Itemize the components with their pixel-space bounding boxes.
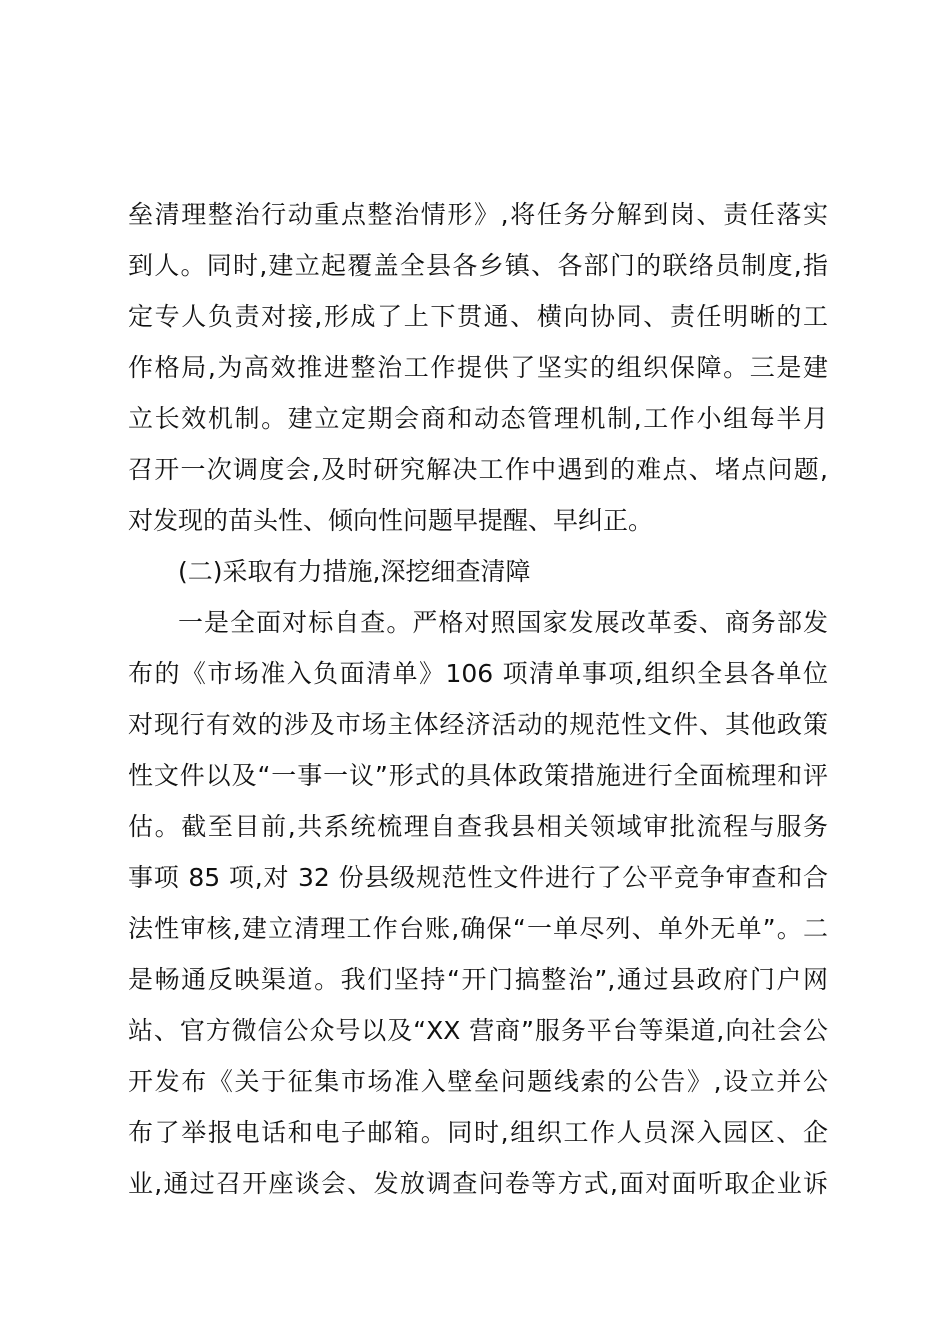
text-line-11: 对现行有效的涉及市场主体经济活动的规范性文件、其他政策 <box>128 710 828 739</box>
text-line-2: 到人。同时,建立起覆盖全县各乡镇、各部门的联络员制度,指 <box>128 251 828 280</box>
text-line-6: 召开一次调度会,及时研究解决工作中遇到的难点、堵点问题, <box>128 455 828 484</box>
text-line-10: 布的《市场准入负面清单》106 项清单事项,组织全县各单位 <box>128 659 828 688</box>
text-line-4: 作格局,为高效推进整治工作提供了坚实的组织保障。三是建 <box>128 353 828 382</box>
text-line-5: 立长效机制。建立定期会商和动态管理机制,工作小组每半月 <box>128 404 828 433</box>
text-line-7: 对发现的苗头性、倾向性问题早提醒、早纠正。 <box>128 506 654 535</box>
text-line-14: 事项 85 项,对 32 份县级规范性文件进行了公平竞争审查和合 <box>128 863 828 892</box>
section-heading: (二)采取有力措施,深挖细查清障 <box>178 557 531 586</box>
text-line-1: 垒清理整治行动重点整治情形》,将任务分解到岗、责任落实 <box>128 200 828 229</box>
text-line-13: 估。截至目前,共系统梳理自查我县相关领域审批流程与服务 <box>128 812 828 841</box>
text-line-16: 是畅通反映渠道。我们坚持“开门搞整治”,通过县政府门户网 <box>128 965 828 994</box>
body-text <box>128 189 828 1209</box>
text-line-18: 开发布《关于征集市场准入壁垒问题线索的公告》,设立并公 <box>128 1067 828 1096</box>
text-line-9: 一是全面对标自查。严格对照国家发展改革委、商务部发 <box>178 608 828 637</box>
text-line-15: 法性审核,建立清理工作台账,确保“一单尽列、单外无单”。二 <box>128 914 828 943</box>
text-line-12: 性文件以及“一事一议”形式的具体政策措施进行全面梳理和评 <box>128 761 828 790</box>
text-line-20: 业,通过召开座谈会、发放调查问卷等方式,面对面听取企业诉 <box>128 1169 828 1198</box>
text-line-3: 定专人负责对接,形成了上下贯通、横向协同、责任明晰的工 <box>128 302 828 331</box>
text-line-19: 布了举报电话和电子邮箱。同时,组织工作人员深入园区、企 <box>128 1118 828 1147</box>
text-line-17: 站、官方微信公众号以及“XX 营商”服务平台等渠道,向社会公 <box>128 1016 828 1045</box>
